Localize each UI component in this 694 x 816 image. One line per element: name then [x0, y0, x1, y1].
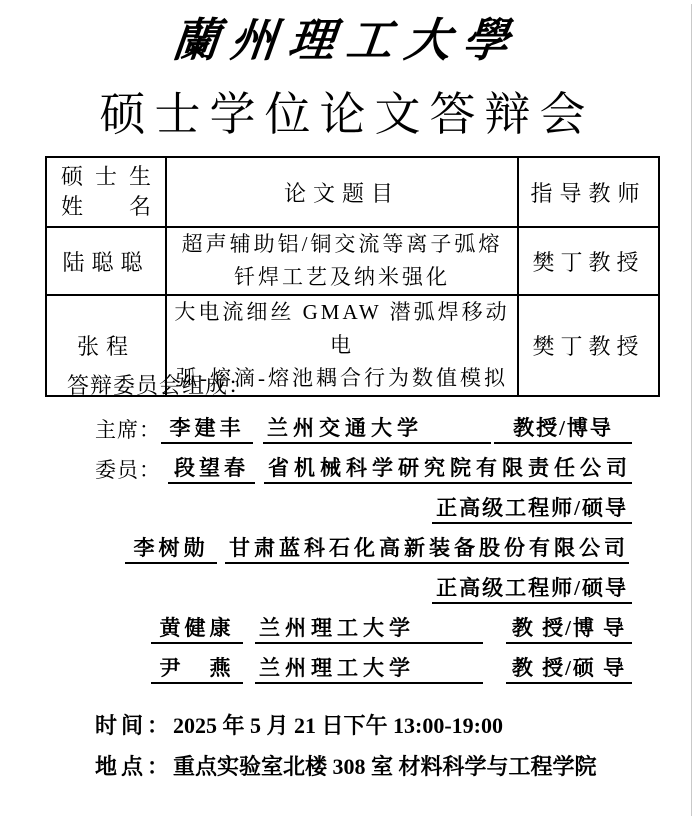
committee-member-title-line	[95, 486, 632, 526]
header-surname-char: 姓	[61, 194, 84, 219]
committee-member-line	[95, 606, 632, 646]
member-org: 兰州理工大学	[255, 652, 483, 684]
member-title: 教 授/硕 导	[506, 652, 632, 684]
committee-section-heading: 答辩委员会组成：	[67, 373, 252, 398]
member-org: 兰州理工大学	[255, 612, 483, 644]
committee-member-line	[95, 446, 632, 486]
header-student-name	[46, 157, 166, 227]
member-org: 甘肃蓝科石化高新装备股份有限公司	[225, 532, 629, 564]
member-name: 段望春	[168, 452, 254, 484]
time-line	[95, 704, 597, 745]
student-name-cell: 张程	[46, 295, 166, 396]
header-student-name-line2	[61, 192, 151, 222]
chair-org: 兰州交通大学	[263, 412, 491, 444]
member-role-label: 委员：	[95, 458, 161, 482]
time-label: 时间：	[95, 713, 174, 738]
thesis-title-line1: 超声辅助铝/铜交流等离子弧熔	[181, 232, 503, 256]
page-title: 硕士学位论文答辩会	[99, 89, 595, 140]
member-title: 正高级工程师/硕导	[432, 572, 632, 604]
scan-page-edge	[691, 4, 692, 816]
defense-table	[45, 156, 660, 397]
committee-member-line	[95, 526, 632, 566]
thesis-title-line2: 弧-熔滴-熔池耦合行为数值模拟	[176, 366, 508, 390]
committee-member-line	[95, 646, 632, 686]
member-name: 尹 燕	[151, 652, 243, 684]
committee-list	[95, 406, 632, 686]
table-header-row	[46, 157, 659, 227]
place-label: 地点：	[95, 754, 174, 779]
member-title: 正高级工程师/硕导	[432, 492, 632, 524]
chair-role-label: 主席：	[95, 418, 161, 442]
table-row	[46, 227, 659, 295]
place-value: 重点实验室北楼 308 室 材料科学与工程学院	[173, 754, 597, 779]
student-name-cell: 陆聪聪	[46, 227, 166, 295]
member-name: 黄健康	[151, 612, 243, 644]
committee-chair-line	[95, 406, 632, 446]
member-title: 教 授/博 导	[506, 612, 632, 644]
member-org: 省机械科学研究院有限责任公司	[264, 452, 632, 484]
committee-member-title-line	[95, 566, 632, 606]
member-name: 李树勋	[125, 532, 217, 564]
thesis-title-line2: 钎焊工艺及纳米强化	[234, 265, 450, 289]
place-line	[95, 745, 597, 786]
header-advisor: 指导教师	[518, 157, 659, 227]
thesis-title-cell	[166, 227, 518, 295]
footer-info	[95, 704, 597, 786]
header-thesis-title: 论文题目	[166, 157, 518, 227]
header-student-name-line1: 硕 士 生	[61, 164, 151, 189]
advisor-cell: 樊丁教授	[518, 295, 659, 396]
chair-title: 教授/博导	[494, 412, 632, 444]
university-logo-wrap	[0, 4, 694, 70]
university-calligraphy-logo: 蘭州理工大學	[169, 15, 524, 66]
header-givenname-char: 名	[128, 194, 151, 219]
thesis-title-line1: 大电流细丝 GMAW 潜弧焊移动电	[174, 300, 510, 357]
advisor-cell: 樊丁教授	[518, 227, 659, 295]
time-value: 2025 年 5 月 21 日下午 13:00-19:00	[173, 713, 503, 738]
chair-name: 李建丰	[161, 412, 253, 444]
